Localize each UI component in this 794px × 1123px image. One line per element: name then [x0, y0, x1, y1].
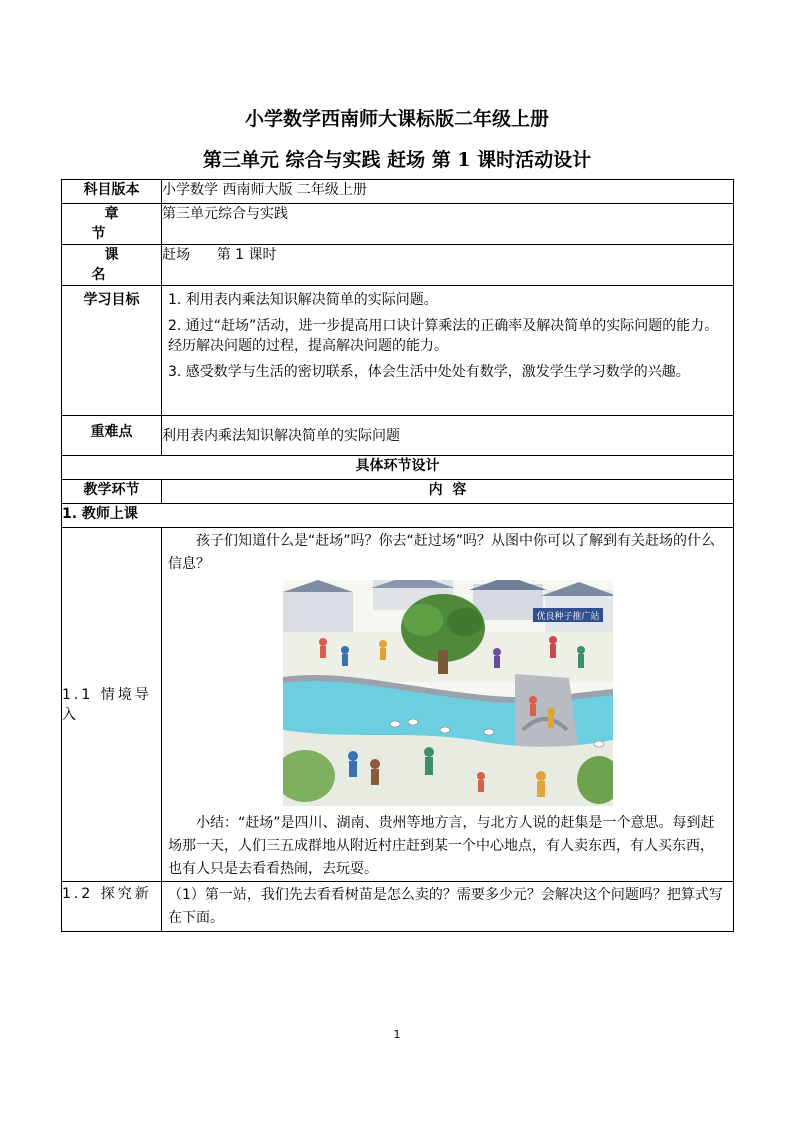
step-1-1-intro: 孩子们知道什么是“赶场”吗？你去“赶过场”吗？从图中你可以了解到有关赶场的什么信息？: [168, 533, 716, 572]
seed-station-sign: 优良种子推广站: [535, 612, 600, 622]
step-1-2-label: 1.2 探究新: [62, 882, 162, 932]
subject-value: 小学数学 西南师大版 二年级上册: [162, 180, 734, 204]
content-column-header: 内 容: [162, 480, 734, 504]
lesson-value: 赶场 第 1 课时: [162, 245, 734, 286]
row-objectives: [62, 286, 734, 416]
row-chapter: [62, 204, 734, 245]
row-column-header: [62, 480, 734, 504]
row-step-1-1: [62, 528, 734, 882]
step-column-header: 教学环节: [62, 480, 162, 504]
subject-label: 科目版本: [62, 180, 162, 204]
step-1-1-summary: 小结：“赶场”是四川、湖南、贵州等地方言，与北方人说的赶集是一个意思。每到赶场那一天，人们三五成群地从附近村庄赶到某一个中心地点，有人卖东西，有人买东西，也有人只是去看看热闹，去玩耍。: [168, 815, 715, 877]
objectives-label: 学习目标: [62, 286, 162, 416]
chapter-label: 章节: [91, 206, 145, 242]
difficulty-value: 利用表内乘法知识解决简单的实际问题: [162, 416, 734, 456]
row-difficulty: [62, 416, 734, 456]
page-number: 1: [393, 1028, 401, 1041]
row-section-1: [62, 504, 734, 528]
row-design-header: [62, 456, 734, 480]
chapter-value: 第三单元综合与实践: [162, 204, 734, 245]
objective-3: 3. 感受数学与生活的密切联系，体会生活中处处有数学，激发学生学习数学的兴趣。: [168, 364, 690, 380]
difficulty-label: 重难点: [62, 416, 162, 456]
row-step-1-2: [62, 882, 734, 932]
document-title: 小学数学西南师大课标版二年级上册: [244, 108, 549, 130]
market-scene-illustration: [283, 580, 613, 806]
step-1-1-label: 1.1 情境导入: [62, 528, 162, 882]
row-lesson: [62, 245, 734, 286]
design-header: 具体环节设计: [62, 456, 734, 480]
document-subtitle: 第三单元 综合与实践 赶场 第 1 课时活动设计: [202, 149, 592, 171]
step-1-2-text: （1）第一站，我们先去看看树苗是怎么卖的？需要多少元？会解决这个问题吗？把算式写在下面。: [168, 887, 723, 926]
section-1-title: 1. 教师上课: [62, 504, 734, 528]
objective-1: 1. 利用表内乘法知识解决简单的实际问题。: [168, 292, 438, 308]
objective-2: 2. 通过“赶场”活动，进一步提高用口诀计算乘法的正确率及解决简单的实际问题的能力。经历解决问题的过程，提高解决问题的能力。: [168, 318, 719, 354]
lesson-plan-table: [61, 179, 734, 932]
lesson-label: 课名: [91, 247, 145, 283]
row-subject: [62, 180, 734, 204]
